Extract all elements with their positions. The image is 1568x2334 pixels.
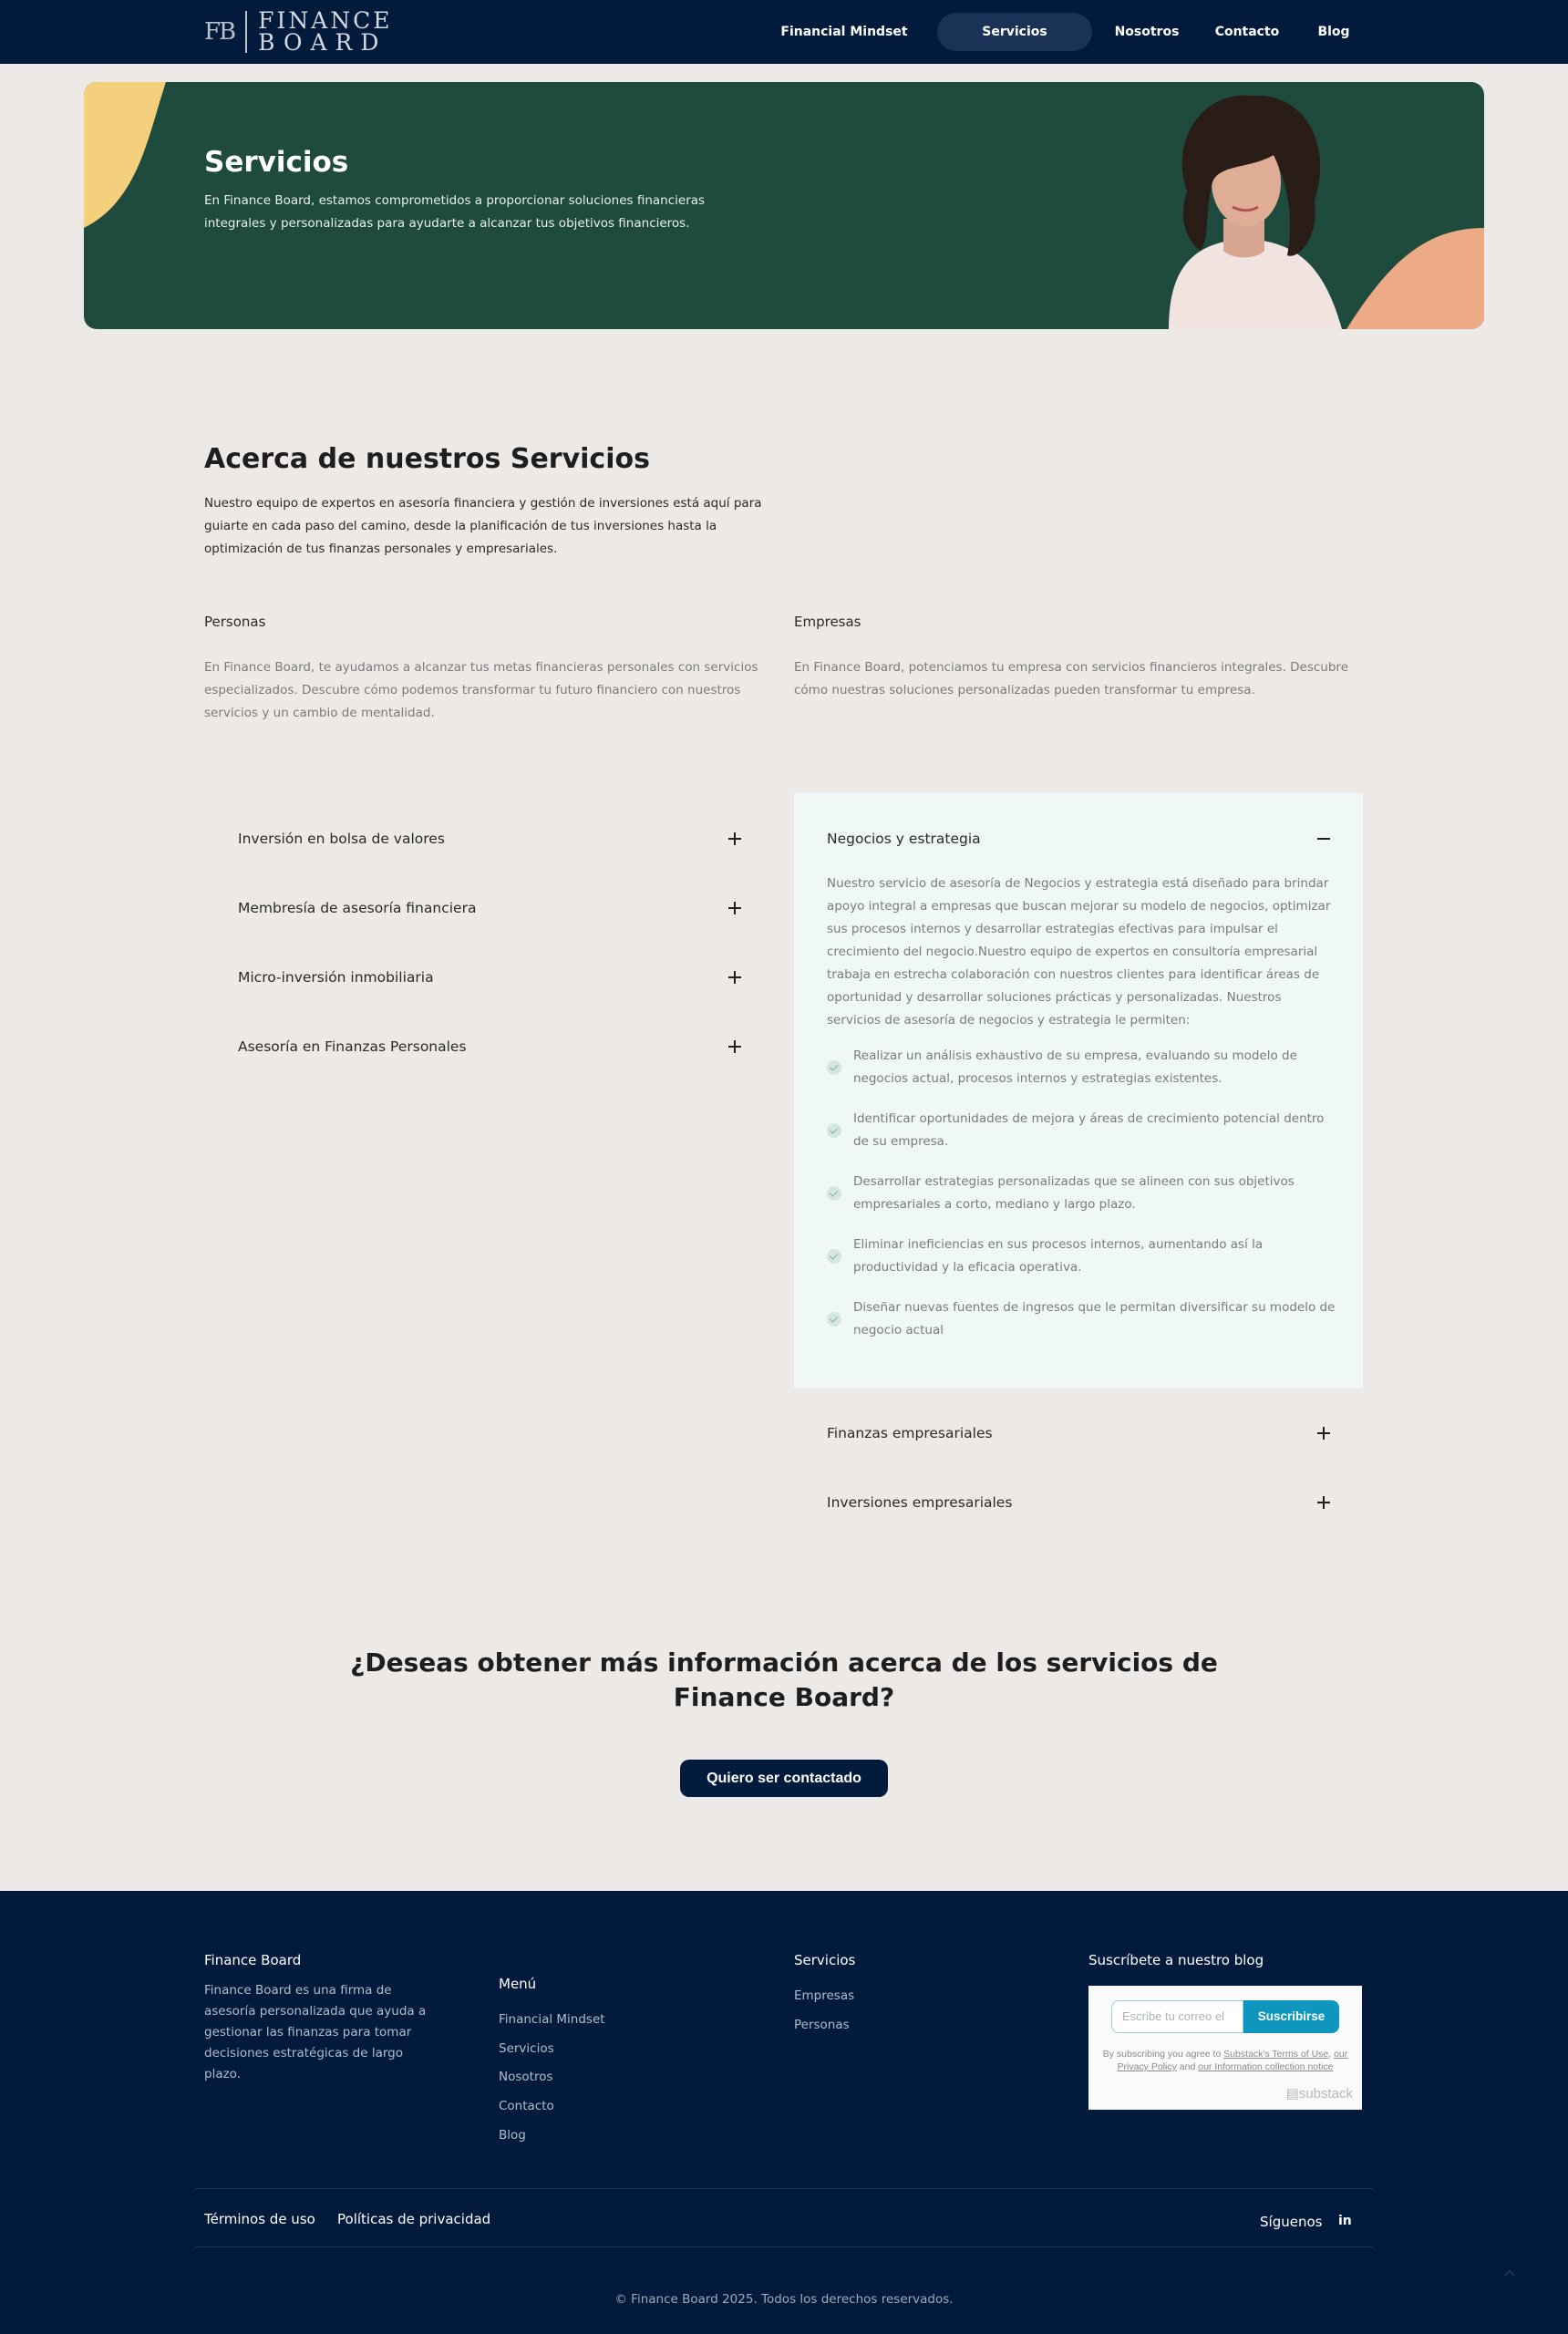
check-circle-icon <box>827 1312 841 1327</box>
subscribe-legal-text: By subscribing you agree to Substack's Terms of Use, our Privacy Policy and our Information collection notice <box>1102 2049 1348 2072</box>
footer-divider-top <box>195 2188 1373 2189</box>
plus-icon[interactable] <box>726 899 744 917</box>
hero-subtitle: En Finance Board, estamos comprometidos a proporcionar soluciones financieras integrales y personalizadas para ayudarte a alcanzar tus objetivos financieros. <box>204 193 706 231</box>
nav-blog[interactable]: Blog <box>1317 25 1350 39</box>
check-circle-icon <box>827 1249 841 1264</box>
footer-subscribe-title: Suscríbete a nuestro blog <box>1088 1952 1264 1968</box>
footer-brand-title: Finance Board <box>204 1952 302 1968</box>
top-navbar <box>0 0 1568 64</box>
plus-icon[interactable] <box>726 1038 744 1056</box>
accordion-item-finanzas-personales[interactable] <box>238 1028 744 1065</box>
subscribe-button[interactable]: Suscribirse <box>1243 2000 1339 2033</box>
substack-label: substack <box>1298 2086 1353 2102</box>
footer-link-blog[interactable]: Blog <box>499 2128 526 2143</box>
accordion-item-label: Inversión en bolsa de valores <box>238 831 445 847</box>
follow-us-label: Síguenos <box>1260 2214 1323 2230</box>
accordion-item-label: Asesoría en Finanzas Personales <box>238 1038 467 1055</box>
footer-link-personas[interactable]: Personas <box>794 2018 850 2032</box>
hero-banner <box>84 82 1484 329</box>
footer-services-title: Servicios <box>794 1952 856 1968</box>
hero-portrait-image <box>1114 82 1369 329</box>
accordion-item-finanzas-empresariales[interactable] <box>827 1415 1333 1451</box>
footer-link-servicios[interactable]: Servicios <box>499 2041 554 2056</box>
benefit-text: Eliminar ineficiencias en sus procesos internos, aumentando así la productividad y la eficacia operativa. <box>853 1237 1264 1275</box>
footer-brand-text: Finance Board es una firma de asesoría personalizada que ayuda a gestionar las finanzas para tomar decisiones estratégicas de largo plazo. <box>204 1983 427 2081</box>
benefit-list-item <box>827 1234 1337 1279</box>
hero-title: Servicios <box>204 146 349 179</box>
footer-link-contacto[interactable]: Contacto <box>499 2099 554 2113</box>
contact-me-button[interactable]: Quiero ser contactado <box>680 1760 888 1797</box>
benefit-text: Desarrollar estrategias personalizadas que se alineen con sus objetivos empresariales a corto, mediano y largo plazo. <box>853 1174 1295 1212</box>
check-circle-icon <box>827 1186 841 1201</box>
accordion-item-inversiones-empresariales[interactable] <box>827 1484 1333 1521</box>
site-footer <box>0 1891 1568 2334</box>
about-services-title: Acerca de nuestros Servicios <box>204 443 650 475</box>
logo-line-1: FINANCE <box>258 7 393 34</box>
check-circle-icon <box>827 1123 841 1138</box>
terms-link[interactable]: Términos de uso <box>204 2211 315 2227</box>
privacy-policy-link[interactable]: our Privacy Policy <box>1117 2049 1348 2072</box>
logo-divider <box>245 11 247 53</box>
check-circle-icon <box>827 1060 841 1075</box>
accordion-item-label: Micro-inversión inmobiliaria <box>238 969 434 986</box>
privacy-link[interactable]: Políticas de privacidad <box>337 2211 491 2227</box>
plus-icon[interactable] <box>726 830 744 848</box>
benefit-list-item <box>827 1045 1337 1090</box>
empresas-text: En Finance Board, potenciamos tu empresa con servicios financieros integrales. Descubre cómo nuestras soluciones personalizadas pueden transformar tu empresa. <box>794 660 1348 697</box>
plus-icon[interactable] <box>726 968 744 986</box>
logo-wordmark <box>258 7 393 56</box>
legal-and: and <box>1179 2061 1196 2072</box>
nav-financial-mindset[interactable]: Financial Mindset <box>780 25 908 39</box>
minus-icon[interactable] <box>1315 830 1333 848</box>
nav-contacto[interactable]: Contacto <box>1214 25 1280 39</box>
benefit-text: Realizar un análisis exhaustivo de su empresa, evaluando su modelo de negocios actual, procesos internos y estrategias existentes. <box>853 1048 1297 1086</box>
personas-title: Personas <box>204 614 266 630</box>
benefit-list-item <box>827 1296 1337 1342</box>
benefit-list-item <box>827 1108 1337 1153</box>
empresas-title: Empresas <box>794 614 861 630</box>
accordion-item-label: Negocios y estrategia <box>827 831 981 847</box>
accordion-item-bolsa-valores[interactable] <box>238 821 744 857</box>
substack-brand: ▤substack <box>1285 2086 1353 2102</box>
footer-link-empresas[interactable]: Empresas <box>794 1988 855 2003</box>
email-input[interactable]: Escribe tu correo el <box>1111 2000 1243 2033</box>
logo-line-2: BOARD <box>258 29 387 56</box>
footer-link-financial-mindset[interactable]: Financial Mindset <box>499 2012 605 2027</box>
about-services-text: Nuestro equipo de expertos en asesoría financiera y gestión de inversiones está aquí para guiarte en cada paso del camino, desde la planificación de tus inversiones hasta la optimización de tus finanzas personales y empresariales. <box>204 496 762 556</box>
benefit-list-item <box>827 1171 1337 1216</box>
footer-divider-bottom <box>195 2246 1373 2247</box>
logo-monogram: FB <box>204 18 235 46</box>
accordion-item-negocios-estrategia[interactable] <box>827 821 1333 857</box>
benefit-text: Diseñar nuevas fuentes de ingresos que le permitan diversificar su modelo de negocio actual <box>853 1300 1336 1337</box>
substack-subscribe-widget <box>1088 1986 1362 2110</box>
accordion-item-label: Inversiones empresariales <box>827 1494 1013 1511</box>
nav-nosotros[interactable]: Nosotros <box>1114 25 1180 39</box>
legal-prefix: By subscribing you agree to <box>1102 2049 1222 2060</box>
benefit-text: Identificar oportunidades de mejora y áreas de crecimiento potencial dentro de su empresa. <box>853 1111 1325 1149</box>
substack-terms-link[interactable]: Substack's Terms of Use <box>1223 2049 1329 2060</box>
accordion-item-label: Finanzas empresariales <box>827 1425 993 1441</box>
personas-text: En Finance Board, te ayudamos a alcanzar tus metas financieras personales con servicios especializados. Descubre cómo podemos transformar tu futuro financiero con nuestros servicios y un cambio de mentalidad. <box>204 660 758 720</box>
copyright-text: © Finance Board 2025. Todos los derechos reservados. <box>614 2292 954 2307</box>
linkedin-icon[interactable]: in <box>1338 2214 1352 2228</box>
accordion-item-membresia[interactable] <box>238 890 744 926</box>
footer-menu-title: Menú <box>499 1976 537 1992</box>
accordion-item-micro-inversion[interactable] <box>238 959 744 996</box>
info-collection-link[interactable]: our Information collection notice <box>1198 2061 1334 2072</box>
finance-board-logo[interactable] <box>204 7 393 56</box>
plus-icon[interactable] <box>1315 1493 1333 1512</box>
cta-title: ¿Deseas obtener más información acerca de los servicios de Finance Board? <box>350 1647 1218 1712</box>
accordion-body-text: Nuestro servicio de asesoría de Negocios y estrategia está diseñado para brindar apoyo integral a empresas que buscan mejorar su modelo de negocios, optimizar sus procesos internos y desarrollar estrategias efectivas para impulsar el crecimiento del negocio.Nuestro equipo de expertos en consultoría empresarial trabaja en estrecha colaboración con nuestros clientes para identificar áreas de oportunidad y desarrollar soluciones prácticas y personalizadas. Nuestros servicios de asesoría de negocios y estrategia le permiten: <box>827 876 1331 1028</box>
nav-servicios[interactable]: Servicios <box>937 13 1092 51</box>
back-to-top-icon[interactable] <box>1502 2267 1517 2281</box>
footer-link-nosotros[interactable]: Nosotros <box>499 2070 553 2084</box>
accordion-item-label: Membresía de asesoría financiera <box>238 900 477 916</box>
plus-icon[interactable] <box>1315 1424 1333 1442</box>
